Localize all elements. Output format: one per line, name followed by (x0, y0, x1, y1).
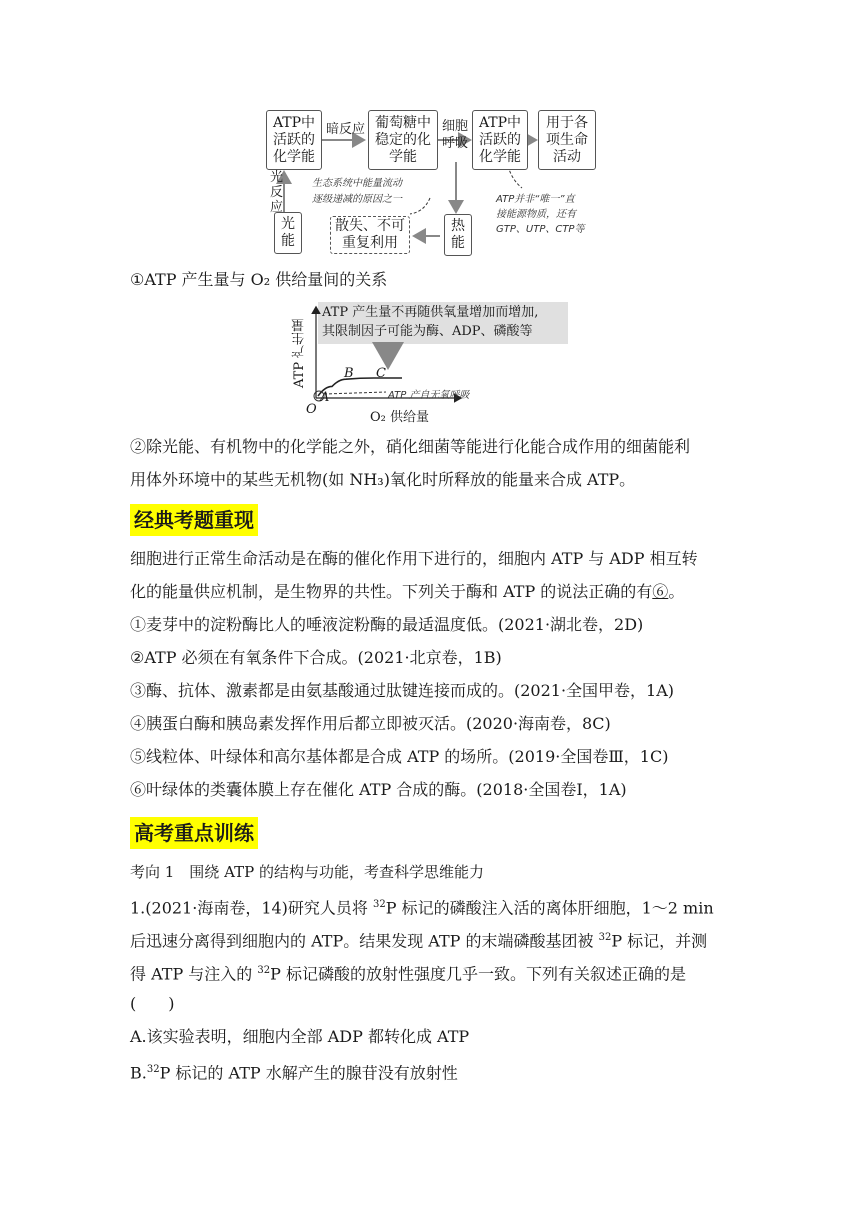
item-1: ①麦芽中的淀粉酶比人的唾液淀粉酶的最适温度低。(2021·湖北卷，2D) (130, 615, 644, 634)
box-atp-active-energy: ATP中 活跃的 化学能 (266, 110, 322, 170)
box-atp-active-energy-2: ATP中 活跃的 化学能 (472, 110, 528, 170)
label-origin: O (306, 402, 317, 417)
item-5: ⑤线粒体、叶绿体和高尔基体都是合成 ATP 的场所。(2019·全国卷Ⅲ，1C) (130, 747, 669, 766)
section-title-atp-o2: ①ATP 产生量与 O₂ 供给量间的关系 (130, 270, 388, 289)
q1-line1: 1.(2021·海南卷，14)研究人员将 $^{32}$P 标记的磷酸注入活的离体肝细胞，1～2 min (130, 898, 714, 918)
heading-key-training: 高考重点训练 (130, 817, 258, 849)
q1-line3: 得 ATP 与注入的 $^{32}$P 标记磷酸的放射性强度几乎一致。下列有关叙述正确的是 (130, 964, 686, 984)
q1-line2: 后迅速分离得到细胞内的 ATP。结果发现 ATP 的末端磷酸基团被 $^{32}$P 标记，并测 (130, 931, 708, 951)
intro-answer: ⑥ (652, 582, 669, 601)
chart-callout: ATP 产生量不再随供氧量增加而增加, 其限制因子可能为酶、ADP、磷酸等 (318, 302, 568, 344)
label-c: C (376, 366, 386, 381)
label-dark-reaction: 暗反应 (326, 122, 366, 137)
direction-line: 考向 1 围绕 ATP 的结构与功能，考查科学思维能力 (130, 863, 484, 881)
note-anaerobic: ATP 产自无氧呼吸 (388, 390, 470, 401)
box-heat-energy: 热 能 (444, 214, 472, 256)
heading-classic-questions: 经典考题重现 (130, 504, 258, 536)
item-3: ③酶、抗体、激素都是由氨基酸通过肽键连接而成的。(2021·全国甲卷，1A) (130, 681, 675, 700)
label-cell-respiration: 细胞 呼吸 (442, 119, 469, 151)
sec2-line1: ②除光能、有机物中的化学能之外，硝化细菌等能进行化能合成作用的细菌能利 (130, 437, 691, 456)
sec2-line2: 用体外环境中的某些无机物(如 NH₃)氧化时所释放的能量来合成 ATP。 (130, 470, 636, 489)
chart-ylabel: ATP 产生量 (292, 318, 307, 388)
note-atp-not-only: ATP并非“唯一”直 接能源物质，还有 GTP、UTP、CTP等 (496, 194, 585, 235)
box-light-energy: 光 能 (274, 212, 302, 254)
label-b: B (344, 366, 354, 381)
q1-option-a: A.该实验表明，细胞内全部 ADP 都转化成 ATP (130, 1027, 470, 1046)
chart-xlabel: O₂ 供给量 (370, 410, 430, 425)
item-2: ②ATP 必须在有氧条件下合成。(2021·北京卷，1B) (130, 648, 502, 667)
q1-answer-blank: ( ) (130, 994, 175, 1013)
note-energy-flow: 生态系统中能量流动 逐级递减的原因之一 (312, 178, 402, 205)
item-6: ⑥叶绿体的类囊体膜上存在催化 ATP 合成的酶。(2018·全国卷Ⅰ，1A) (130, 780, 627, 799)
item-4: ④胰蛋白酶和胰岛素发挥作用后都立即被灭活。(2020·海南卷，8C) (130, 714, 611, 733)
q1-option-b: B.$^{32}$P 标记的 ATP 水解产生的腺苷没有放射性 (130, 1063, 458, 1083)
box-glucose-stable-energy: 葡萄糖中 稳定的化 学能 (368, 110, 438, 170)
label-light-reaction: 光 反 应 (270, 170, 284, 215)
box-dissipated: 散失、不可 重复利用 (330, 216, 410, 254)
intro-line2: 化的能量供应机制，是生物界的共性。下列关于酶和 ATP 的说法正确的有⑥。 (130, 582, 685, 601)
box-life-activities: 用于各 项生命 活动 (538, 110, 596, 170)
label-a: A (320, 390, 330, 405)
intro-line1: 细胞进行正常生命活动是在酶的催化作用下进行的，细胞内 ATP 与 ADP 相互转 (130, 549, 698, 568)
